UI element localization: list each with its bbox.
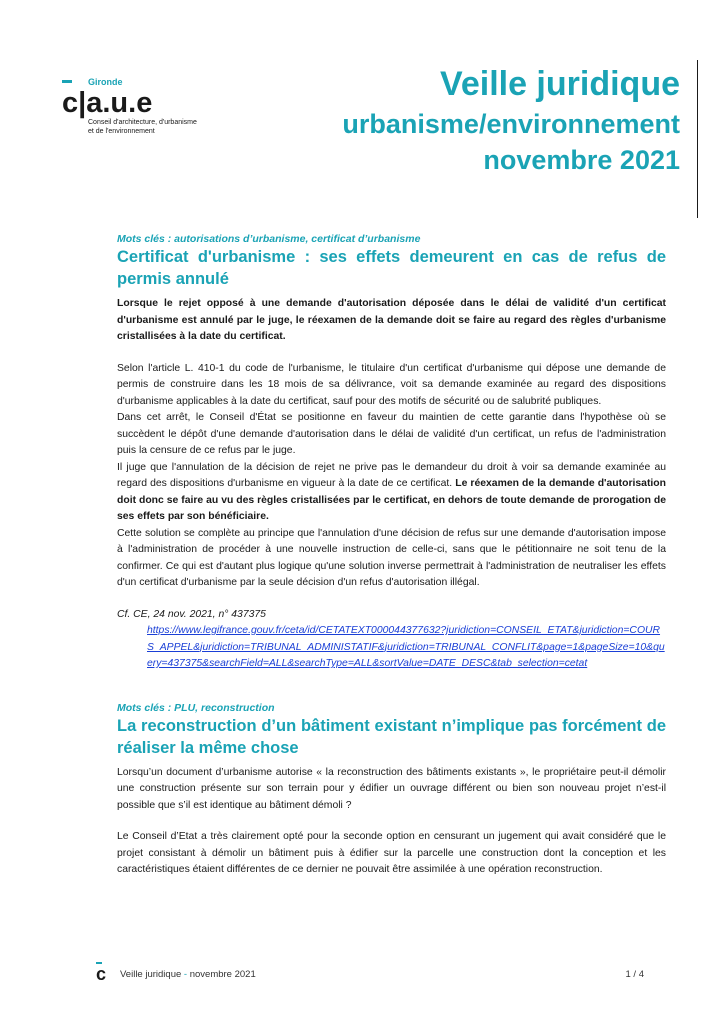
footer-separator: - xyxy=(183,969,188,980)
footer-date: novembre 2021 xyxy=(189,969,256,980)
footer-logo: c xyxy=(96,964,107,984)
logo-subtitle-line2: et de l'environnement xyxy=(88,128,155,135)
header-subtitle: urbanisme/environnement xyxy=(342,109,680,139)
article1-paragraph-4: Cette solution se complète au principe que l'annulation d'une décision de refus sur une demande d'autorisation impose à l'administration de procéder à une nouvelle instruction de celle-ci, sans que le pétitionnaire ne soit tenu de la confirmer. Ce qui est d'autant plus logique qu'une solution inverse permettrait à l'administration de neutraliser les effets d'un certificat d'urbanisme par la seule décision d'un refus d'autorisation illégal. xyxy=(117,527,666,588)
page-header xyxy=(342,62,680,178)
logo-region: Gironde xyxy=(88,77,123,87)
legifrance-link[interactable]: https://www.legifrance.gouv.fr/ceta/id/CETATEXT000044377632?juridiction=CONSEIL_ETAT&juridiction=COURS_APPEL&juridiction=TRIBUNAL_ADMINISTATIF&juridiction=TRIBUNAL_CONFLIT&page=1&pageSize=10&query=437375&searchField=ALL&searchType=ALL&sortValue=DATE_DESC&tab_selection=cetat xyxy=(147,625,665,669)
logo-accent-bar xyxy=(62,80,72,83)
article2-keywords: Mots clés : PLU, reconstruction xyxy=(117,701,275,714)
logo-mark: c|a.u.e xyxy=(62,87,153,119)
article1-paragraph-3 xyxy=(117,460,666,526)
footer-label xyxy=(120,969,256,980)
article1-paragraph-3-text: Il juge que l'annulation de la décision de rejet ne prive pas le demandeur du droit à voir sa demande examinée au regard des dispositions d'urbanisme en vigueur à la date de ce certificat. xyxy=(117,461,666,489)
article1-title: Certificat d'urbanisme : ses effets demeurent en cas de refus de permis annulé xyxy=(117,248,666,288)
header-divider xyxy=(697,60,698,218)
article1-paragraph-1: Selon l'article L. 410-1 du code de l'urbanisme, le titulaire d'un certificat d'urbanisme qui dépose une demande de permis de construire dans les 18 mois de sa délivrance, voit sa demande examinée au regard des dispositions d'urbanisme applicables à la date du certificat, sauf pour des motifs de sécurité ou de salubrité publiques. xyxy=(117,362,666,407)
article1-citation: Cf. CE, 24 nov. 2021, n° 437375 xyxy=(117,608,266,620)
article1-paragraph-2: Dans cet arrêt, le Conseil d'État se positionne en faveur du maintien de cette garantie dans l'hypothèse où se succèdent le dépôt d'une demande d'autorisation dans le délai de validité d'un certificat, un refus de l'administration puis la censure de ce refus par le juge. xyxy=(117,412,666,456)
main-content xyxy=(117,232,666,879)
header-title: Veille juridique xyxy=(440,65,680,103)
header-date: novembre 2021 xyxy=(483,145,680,175)
page-number: 1 / 4 xyxy=(625,969,644,980)
footer-title: Veille juridique xyxy=(120,969,182,980)
article1-keywords: Mots clés : autorisations d’urbanisme, certificat d’urbanisme xyxy=(117,233,421,245)
article2-paragraph-1: Lorsqu’un document d’urbanisme autorise « la reconstruction des bâtiments existants », le propriétaire peut-il démolir une construction présente sur son terrain pour y édifier un ouvrage différent ou bien son nouveau projet n’est-il possible que s’il est identique au bâtiment démoli ? xyxy=(117,766,666,811)
logo-subtitle-line1: Conseil d'architecture, d'urbanisme xyxy=(88,119,197,126)
article2-title: La reconstruction d’un bâtiment existant n’implique pas forcément de réaliser la même chose xyxy=(117,716,666,757)
logo-subtitle xyxy=(88,118,258,136)
article2-paragraph-2: Le Conseil d’Etat a très clairement opté pour la seconde option en censurant un jugement qui avait considéré que le projet consistant à démolir un bâtiment puis à édifier sur la parcelle une construction dont la conception et les caractéristiques étaient différentes de ce dernier ne pouvait être assimilée à une opération reconstruction. xyxy=(117,831,666,875)
article1-paragraph-3-bold: Le réexamen de la demande d'autorisation doit donc se faire au vu des règles cristallisées par le certificat, en dehors de toute demande de prorogation de ses effets par son bénéficiaire. xyxy=(117,478,666,522)
article1-lead: Lorsque le rejet opposé à une demande d'autorisation déposée dans le délai de validité d'un certificat d'urbanisme est annulé par le juge, le réexamen de la demande doit se faire au regard des règles d'urbanisme cristallisées à la date du certificat. xyxy=(117,298,666,342)
